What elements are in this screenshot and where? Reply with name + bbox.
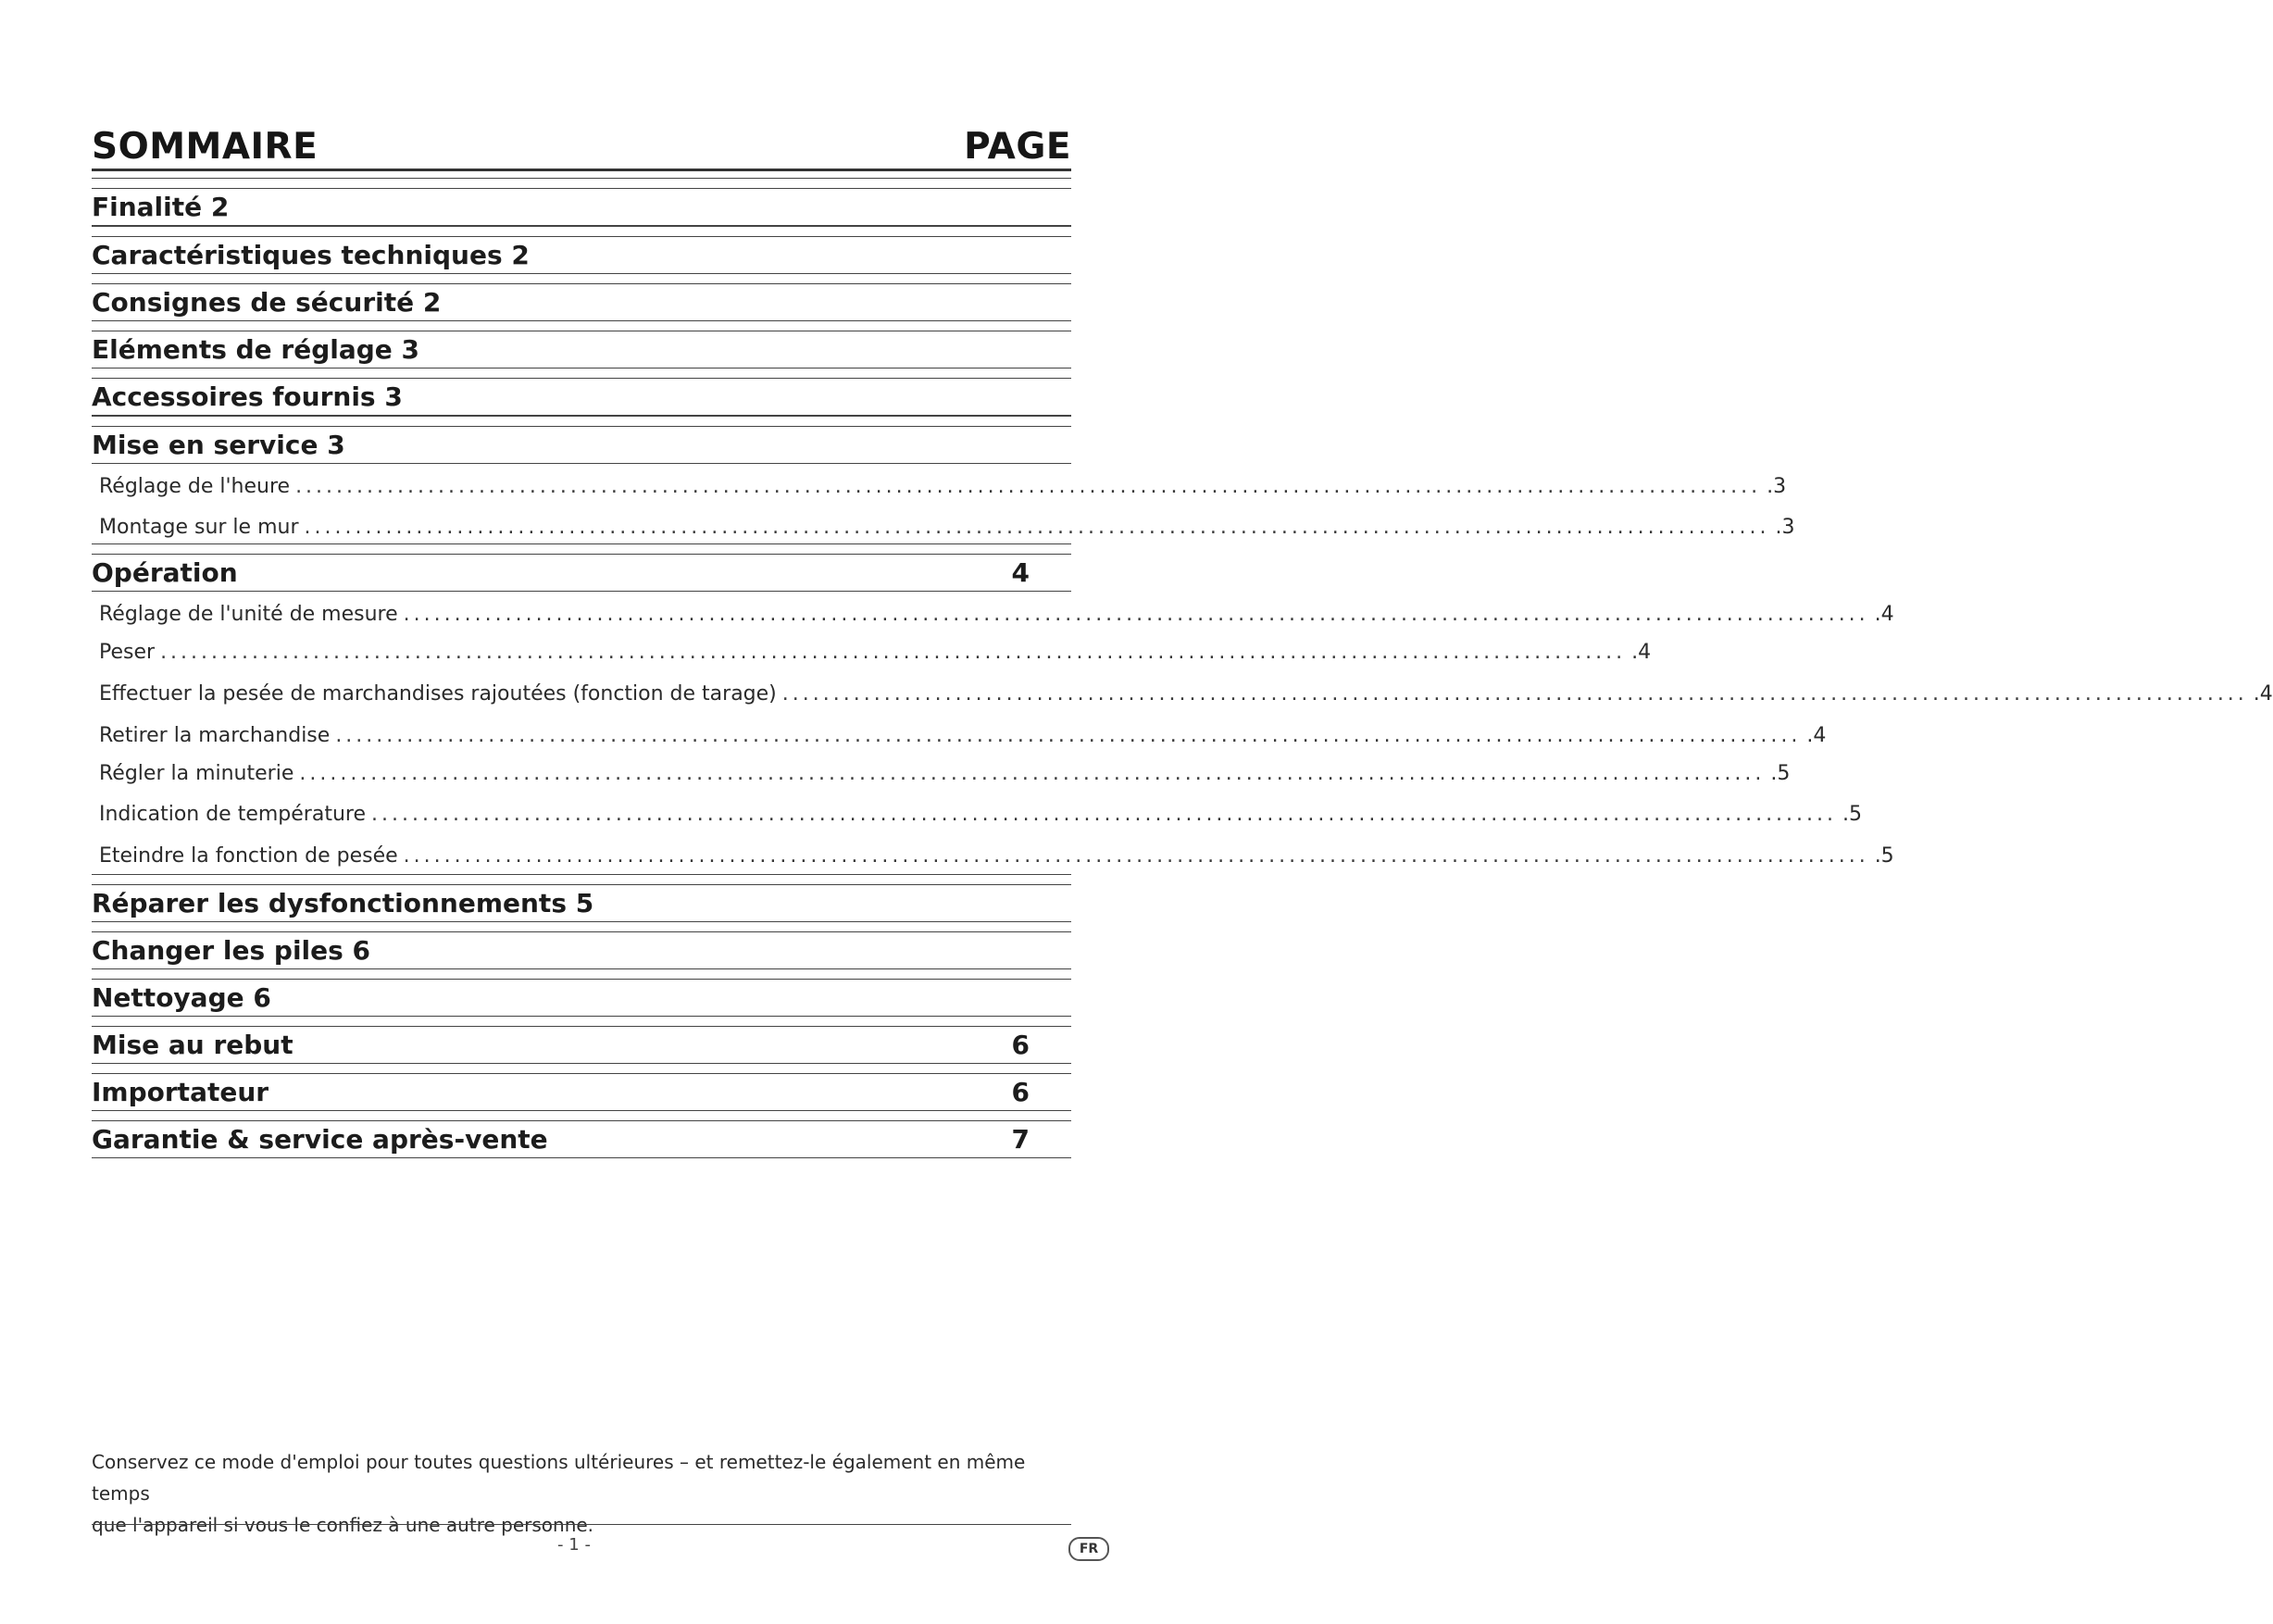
toc-section-label: Accessoires fournis 3	[92, 381, 403, 412]
toc-subsection-label: Indication de température	[99, 802, 366, 826]
section-rule	[92, 178, 1071, 179]
page-number: - 1 -	[557, 1535, 591, 1555]
toc-subsection[interactable]	[99, 468, 1787, 504]
toc-section[interactable]	[92, 283, 1071, 321]
toc-section-label: Mise au rebut	[92, 1030, 293, 1060]
dot-leader: ................................................................................................................................................	[403, 602, 1869, 626]
language-badge: FR	[1068, 1537, 1109, 1561]
dot-leader: ................................................................................................................................................	[160, 640, 1627, 664]
toc-subsection-label: Montage sur le mur	[99, 515, 299, 539]
toc-subsection[interactable]	[99, 718, 1827, 753]
toc-subsection-label: Retirer la marchandise	[99, 723, 331, 747]
section-rule	[92, 273, 1071, 274]
dot-leader: ................................................................................................................................................	[781, 681, 2248, 706]
dot-leader: ................................................................................................................................................	[335, 723, 1802, 747]
toc-section[interactable]	[92, 1120, 1071, 1158]
toc-section-label: Importateur	[92, 1077, 269, 1107]
toc-section-label: Garantie & service après-vente	[92, 1124, 548, 1155]
section-rule	[92, 1016, 1071, 1017]
toc-section[interactable]	[92, 1026, 1071, 1064]
toc-subsection[interactable]	[99, 509, 1795, 544]
toc-subsection-page: .4	[1874, 602, 1894, 626]
toc-section-label: Réparer les dysfonctionnements 5	[92, 888, 594, 918]
toc-subsection-label: Réglage de l'unité de mesure	[99, 602, 398, 626]
section-rule	[92, 226, 1071, 227]
toc-section[interactable]	[92, 884, 1071, 922]
toc-subsection[interactable]	[99, 596, 1894, 631]
section-rule	[92, 543, 1071, 544]
section-rule	[92, 416, 1071, 417]
toc-section-page: 6	[1011, 1030, 1030, 1060]
toc-section-label: Opération	[92, 557, 238, 588]
footer-note-line: que l'appareil si vous le confiez à une autre personne.	[92, 1514, 594, 1536]
toc-section[interactable]	[92, 931, 1071, 969]
toc-section[interactable]	[92, 426, 1071, 464]
toc-section-label: Finalité 2	[92, 192, 230, 222]
toc-subsection[interactable]	[99, 676, 2273, 711]
dot-leader: ................................................................................................................................................	[299, 761, 1766, 785]
toc-title: SOMMAIRE	[92, 126, 318, 168]
toc-subsection[interactable]	[99, 796, 1863, 831]
toc-subsection-page: .4	[2253, 681, 2273, 706]
toc-subsection-label: Régler la minuterie	[99, 761, 294, 785]
toc-subsection-page: .5	[1842, 802, 1863, 826]
toc-section-page: 6	[1011, 1077, 1030, 1107]
toc-subsection[interactable]	[99, 634, 1652, 669]
dot-leader: ................................................................................................................................................	[371, 802, 1838, 826]
toc-section-label: Eléments de réglage 3	[92, 334, 419, 365]
toc-header	[92, 117, 1071, 171]
page-column-label: PAGE	[964, 126, 1071, 168]
toc-section[interactable]	[92, 1073, 1071, 1111]
dot-leader: ................................................................................................................................................	[403, 843, 1869, 868]
section-rule	[92, 1063, 1071, 1064]
section-rule	[92, 1110, 1071, 1111]
toc-section-label: Consignes de sécurité 2	[92, 287, 442, 318]
toc-subsection-page: .3	[1775, 515, 1795, 539]
toc-subsection-page: .4	[1631, 640, 1652, 664]
toc-section[interactable]	[92, 236, 1071, 274]
toc-section-label: Mise en service 3	[92, 430, 345, 460]
section-rule	[92, 874, 1071, 875]
dot-leader: ................................................................................................................................................	[304, 515, 1770, 539]
toc-subsection-label: Effectuer la pesée de marchandises rajoutées (fonction de tarage)	[99, 681, 777, 706]
section-rule	[92, 968, 1071, 969]
toc-subsection[interactable]	[99, 838, 1894, 873]
section-rule	[92, 368, 1071, 369]
toc-section[interactable]	[92, 188, 1071, 226]
toc-subsection-page: .4	[1806, 723, 1827, 747]
dot-leader: ................................................................................................................................................	[295, 474, 1762, 498]
toc-section-label: Changer les piles 6	[92, 935, 371, 966]
toc-section[interactable]	[92, 331, 1071, 369]
toc-subsection-page: .5	[1874, 843, 1894, 868]
toc-subsection-label: Eteindre la fonction de pesée	[99, 843, 398, 868]
toc-section-label: Caractéristiques techniques 2	[92, 240, 530, 270]
toc-section[interactable]	[92, 378, 1071, 416]
toc-section-label: Nettoyage 6	[92, 982, 271, 1013]
toc-section[interactable]	[92, 979, 1071, 1017]
footer-note-line: Conservez ce mode d'emploi pour toutes questions ultérieures – et remettez-le également en même temps	[92, 1451, 1026, 1505]
toc-subsection[interactable]	[99, 756, 1791, 791]
toc-subsection-page: .5	[1770, 761, 1791, 785]
toc-section[interactable]	[92, 554, 1071, 592]
toc-section-page: 7	[1011, 1124, 1030, 1155]
footer-note	[92, 1446, 1073, 1541]
toc-section-page: 4	[1011, 557, 1030, 588]
toc-subsection-label: Peser	[99, 640, 156, 664]
footer-divider	[92, 1524, 1071, 1525]
section-rule	[92, 320, 1071, 321]
section-rule	[92, 921, 1071, 922]
toc-subsection-label: Réglage de l'heure	[99, 474, 291, 498]
toc-subsection-page: .3	[1767, 474, 1787, 498]
